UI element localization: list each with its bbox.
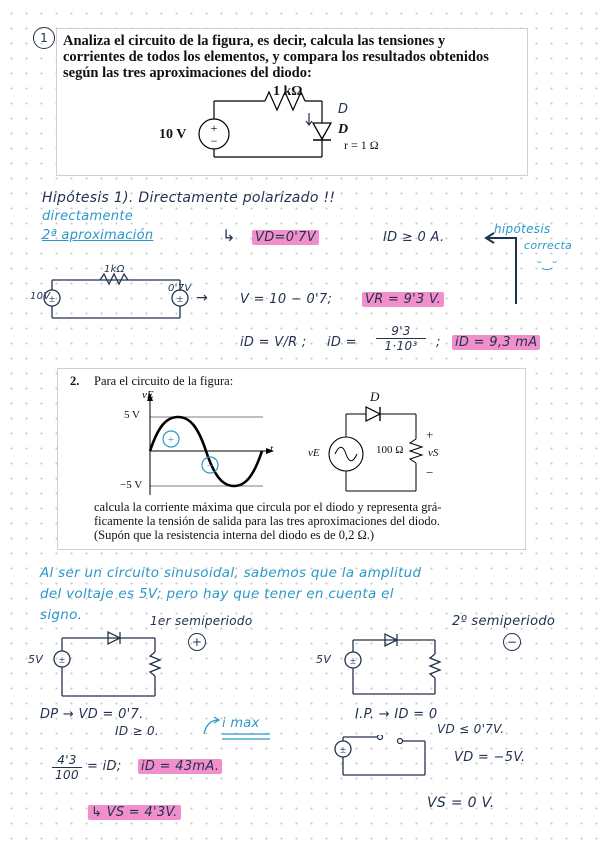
id-equation: iD = V/R ; [240,335,307,350]
mini-arrow: → [196,290,209,306]
vd-neg: VD = −5V. [454,750,526,765]
id-res-highlight: iD = 43mA. [138,759,222,774]
circuit2-plus: + [426,427,434,442]
exercise2-box [57,368,526,550]
handwritten-d: D [338,102,349,117]
correcta-label: correcta [524,239,573,252]
vr-highlight: VR = 9'3 V. [362,292,444,307]
circuit1-diagram [57,29,527,175]
svg-text:±: ± [349,655,357,667]
mini-vd-label: 0'7V [168,283,192,294]
svg-text:±: ± [339,744,347,756]
svg-text:+: + [210,121,218,135]
exercise2-title: Para el circuito de la figura: [94,374,234,388]
exercise2-text-line1: calcula la corriente máxima que circula por el diodo y representa grá- [94,500,442,514]
notes2-line3: signo. [40,607,83,623]
t-label: t [270,443,274,455]
vs-zero: VS = 0 V. [427,795,495,811]
circuit2-ve-label: vE [308,447,320,459]
semicolon: ; [436,335,441,350]
diode2-symbol [366,407,380,421]
id-res-2 [138,759,222,774]
svg-text:−: − [210,134,218,148]
sketch2-source-label: 5V [316,653,332,666]
mini-source-label: 10V [30,291,51,302]
id-eq-2: = iD; [87,759,122,774]
imax-underline-icon [200,712,280,752]
id-result [452,335,540,350]
exercise1-text-line3: según las tres aproximaciones del diodo: [63,65,312,81]
minus5-label: −5 V [120,479,143,491]
notes2-line2: del voltaje es 5V; pero hay que tener en cuenta el [40,586,394,602]
id-fraction [376,324,426,353]
svg-text:±: ± [176,293,184,305]
ip-line: I.P. → ID = 0 [355,707,438,722]
circuit2-minus: − [426,465,434,480]
bracket-arrow-icon [460,232,530,312]
exercise2-number: 2. [70,374,80,388]
exercise-number-circle: 1 [33,27,55,49]
vd-value [252,230,319,245]
exercise1-box [56,28,528,176]
semiperiod2-sign: − [503,633,521,651]
svg-text:±: ± [48,293,56,305]
semiperiod1-sign: + [188,633,206,651]
id-fraction-2 [52,753,82,782]
vs-highlight: ↳ VS = 4'3V. [88,805,181,820]
ip-line2: VD ≤ 0'7V. [437,722,505,736]
ve-axis-label: vE [142,389,154,401]
id-result-highlight: iD = 9,3 mA [452,335,540,350]
imax-label: i max [222,716,260,731]
plus5-label: 5 V [124,409,140,421]
vr-value [362,292,444,307]
id-frac-den: 1·10³ [384,339,418,353]
resistor-label: 1 kΩ [273,84,303,99]
circuit2-vs-label: vS [428,447,439,459]
mini-circuit-1 [30,268,215,330]
frac2-num: 4'3 [52,753,82,768]
neg-symbol: − [206,460,214,472]
notes2-line1: Al ser un circuito sinusoidal, sabemos que la amplitud [40,565,422,581]
diode-label: D [338,122,349,137]
aproximacion-note: 2ª aproximación [42,228,154,243]
vd-highlight: VD=0'7V [252,230,319,245]
id-label-2: iD = [327,335,357,350]
exercise2-text-line3: (Supón que la resistencia interna del diodo es de 0,2 Ω.) [94,528,375,542]
r-label: r = 1 Ω [344,138,379,152]
dp-line2: ID ≥ 0. [115,724,160,738]
hipotesis-label: hipótesis [494,222,551,236]
hypothesis-note: Hipótesis 1). Directamente polarizado !! [42,190,336,206]
resistor-100 [410,439,422,463]
id-condition: ID ≥ 0 A. [383,230,445,245]
exercise1-text-line2: corrientes de todos los elementos, y compara los resultados obtenidos [63,49,489,65]
svg-text:±: ± [58,654,66,666]
sketch-open-circuit [325,735,445,785]
arrow-mark: ↳ [222,226,236,245]
exercise2-text-line2: ficamente la tensión de salida para las tres aproximaciones del diodo. [94,514,441,528]
exercise1-text-line1: Analiza el circuito de la figura, es decir, calcula las tensiones y [63,33,446,49]
smiley-icon: ᵕ‿ᵕ [537,256,558,270]
id-frac-num: 9'3 [376,324,426,339]
vs-result [88,805,181,820]
directamente-note: directamente [42,209,134,224]
circuit2-d-label: D [370,389,380,404]
mini-resistor-label: 1kΩ [104,264,125,275]
frac2-den: 100 [55,768,79,782]
semiperiod2-label: 2º semiperiodo [452,614,556,629]
v-equation: V = 10 − 0'7; [240,292,333,307]
source-label: 10 V [159,127,187,142]
pos-symbol: + [167,434,175,446]
sketch1-source-label: 5V [28,653,44,666]
sketch-circuit-negative [325,628,455,708]
circuit2-resistor-label: 100 Ω [376,444,404,456]
sketch-circuit-positive [30,628,180,708]
dp-line: DP → VD = 0'7. [40,707,144,722]
diode-symbol [313,123,331,139]
semiperiod1-label: 1er semiperiodo [150,614,253,628]
